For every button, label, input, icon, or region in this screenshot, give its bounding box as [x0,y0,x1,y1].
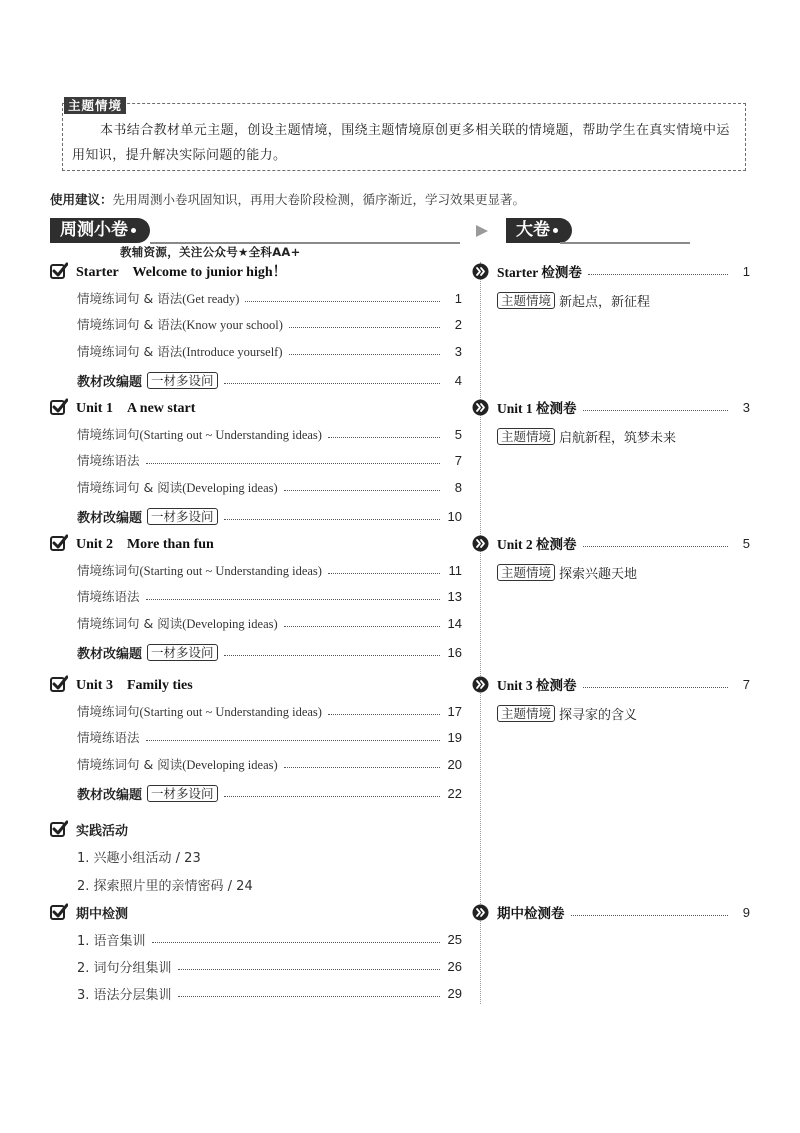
toc-item-label [77,451,140,469]
toc-item-label [77,587,140,605]
toc-item [77,585,462,607]
toc-item [77,700,462,722]
toc-item [77,423,462,445]
test-heading [472,673,750,695]
unit-heading [50,260,470,282]
page-number: 5 [454,426,462,442]
textbook-tag: 一材多设问 [147,508,218,525]
big-banner [506,218,572,243]
toc-item-subtitle: (Starting out ~ Understanding ideas) [139,564,322,578]
practice-title: 实践活动 [76,823,129,839]
dot-leader [284,490,440,491]
midterm-item [77,982,462,1004]
toc-item-label [77,702,322,720]
toc-item-subtitle: (Starting out ~ Understanding ideas) [139,428,322,442]
midterm-item-label: 1. 语音集训 [77,933,146,949]
toc-item [77,726,462,748]
triangle-arrow-icon [475,224,489,238]
page-number: 25 [447,931,462,947]
dot-leader [289,327,440,328]
double-chevron-icon [472,676,489,693]
test-title: Unit 1 检测卷 [497,401,577,416]
toc-item-subtitle: (Developing ideas) [182,617,278,631]
dot-leader [178,969,440,970]
page-number: 13 [447,588,462,604]
page-number: 19 [447,729,462,745]
textbook-item [77,641,462,663]
toc-item [77,449,462,471]
theme-tag: 主题情境 [64,97,126,114]
toc-item [77,287,462,309]
dot-leader [289,354,440,355]
banner-dot-icon [553,228,558,233]
toc-item-label [77,478,278,496]
page-number: 1 [742,263,750,279]
toc-item-title: 情境练词句 [77,427,140,442]
test-theme [497,425,747,447]
page-number: 5 [742,535,750,551]
toc-item-title: 情境练词句 & 语法 [77,317,183,332]
test-heading [472,532,750,554]
toc-item-label [77,315,283,333]
page-number: 16 [447,644,462,660]
test-title: 期中检测卷 [497,906,565,921]
dot-leader [583,410,728,411]
page-number: 29 [447,985,462,1001]
page-number: 8 [454,479,462,495]
textbook-tag: 一材多设问 [147,644,218,661]
toc-item-title: 情境练词句 & 语法 [77,291,183,306]
toc-item-title: 情境练词句 & 语法 [77,344,183,359]
textbook-tag: 一材多设问 [147,372,218,389]
page-number: 22 [447,785,462,801]
unit-title: Starter Welcome to junior high！ [76,265,287,280]
toc-item-title: 情境练词句 & 阅读 [77,480,183,495]
checkbox-check-icon [50,534,68,552]
checkbox-check-icon [50,903,68,921]
test-theme-name: 启航新程，筑梦未来 [559,430,677,446]
practice-item-label: 1. 兴趣小组活动 / 23 [77,850,201,866]
dot-leader [583,546,728,547]
dot-leader [224,655,440,656]
dot-leader [245,301,440,302]
checkbox-check-icon [50,675,68,693]
textbook-label: 教材改编题 [77,646,143,662]
textbook-tag: 一材多设问 [147,785,218,802]
big-banner-rule [560,242,690,244]
page-number: 9 [742,904,750,920]
checkbox-check-icon [50,398,68,416]
unit-title: Unit 3 Family ties [76,678,193,693]
page-number: 4 [454,372,462,388]
theme-tag-box: 主题情境 [497,292,555,309]
page-number: 26 [447,958,462,974]
usage-advice [50,190,525,208]
dot-leader [284,626,440,627]
toc-item-subtitle: (Introduce yourself) [182,345,283,359]
toc-item-title: 情境练词句 & 阅读 [77,757,183,772]
practice-item-label: 2. 探索照片里的亲情密码 / 24 [77,878,253,894]
toc-item-subtitle: (Developing ideas) [182,758,278,772]
test-theme-name: 探寻家的含义 [559,707,638,723]
practice-item [77,873,462,895]
toc-item-label [77,342,283,360]
dot-leader [178,996,440,997]
double-chevron-icon [472,535,489,552]
unit-heading [50,673,470,695]
toc-item-subtitle: (Know your school) [182,318,283,332]
big-banner-title: 大卷 [516,220,550,240]
textbook-label: 教材改编题 [77,374,143,390]
page-number: 11 [448,562,462,578]
textbook-item [77,369,462,391]
textbook-item [77,505,462,527]
dot-leader [224,796,440,797]
dot-leader [284,767,440,768]
toc-item-label [77,614,278,632]
toc-item-title: 情境练词句 [77,704,140,719]
unit-title: Unit 1 A new start [76,401,196,416]
test-heading [472,901,750,923]
banner-dot-icon [131,228,136,233]
theme-text: 本书结合教材单元主题，创设主题情境，围绕主题情境原创更多相关联的情境题，帮助学生在真实情境中运用知识，提升解决实际问题的能力。 [72,123,730,163]
midterm-heading [50,901,470,923]
toc-item-subtitle: (Get ready) [182,292,240,306]
toc-item [77,753,462,775]
toc-item-title: 情境练语法 [77,453,140,468]
toc-item-label [77,425,322,443]
dot-leader [146,740,440,741]
toc-item-title: 情境练词句 [77,563,140,578]
toc-item-title: 情境练词句 & 阅读 [77,616,183,631]
test-title: Unit 2 检测卷 [497,537,577,552]
midterm-item-label: 2. 词句分组集训 [77,960,172,976]
page-number: 3 [454,343,462,359]
page-number: 2 [454,316,462,332]
test-heading [472,260,750,282]
textbook-label: 教材改编题 [77,787,143,803]
page-number: 3 [742,399,750,415]
test-theme [497,561,747,583]
promo-text: 教辅资源，关注公众号★全科AA+ [120,245,301,259]
toc-item [77,612,462,634]
toc-item-label [77,561,322,579]
column-divider [480,262,481,1004]
dot-leader [224,383,440,384]
double-chevron-icon [472,263,489,280]
midterm-item-label: 3. 语法分层集训 [77,987,172,1003]
test-theme [497,289,747,311]
dot-leader [152,942,440,943]
unit-heading [50,532,470,554]
dot-leader [588,274,728,275]
toc-item-label [77,728,140,746]
test-theme-name: 探索兴趣天地 [559,566,638,582]
toc-item-label [77,755,278,773]
page-number: 14 [447,615,462,631]
practice-heading [50,818,470,840]
toc-item [77,313,462,335]
dot-leader [224,519,440,520]
toc-item-title: 情境练语法 [77,730,140,745]
checkbox-check-icon [50,262,68,280]
dot-leader [328,437,440,438]
toc-item-title: 情境练语法 [77,589,140,604]
test-theme [497,702,747,724]
unit-heading [50,396,470,418]
page-number: 1 [454,290,462,306]
dot-leader [571,915,729,916]
dot-leader [328,573,440,574]
toc-item [77,559,462,581]
midterm-item [77,928,462,950]
page-number: 7 [742,676,750,692]
textbook-label: 教材改编题 [77,510,143,526]
weekly-banner-title: 周测小卷 [60,220,128,240]
theme-tag-box: 主题情境 [497,564,555,581]
page-number: 17 [447,703,462,719]
toc-item-subtitle: (Starting out ~ Understanding ideas) [139,705,322,719]
practice-item [77,845,462,867]
double-chevron-icon [472,904,489,921]
checkbox-check-icon [50,820,68,838]
toc-item-label [77,289,239,307]
weekly-banner [50,218,150,243]
dot-leader [146,463,440,464]
theme-tag-box: 主题情境 [497,428,555,445]
toc-item [77,340,462,362]
double-chevron-icon [472,399,489,416]
page-number: 7 [454,452,462,468]
usage-advice-text: 先用周测小卷巩固知识，再用大卷阶段检测，循序渐近，学习效果更显著。 [112,192,526,207]
test-heading [472,396,750,418]
midterm-title: 期中检测 [76,906,129,922]
test-title: Unit 3 检测卷 [497,678,577,693]
theme-tag-box: 主题情境 [497,705,555,722]
unit-title: Unit 2 More than fun [76,537,214,552]
midterm-item [77,955,462,977]
test-title: Starter 检测卷 [497,265,582,280]
textbook-item [77,782,462,804]
dot-leader [583,687,728,688]
toc-item [77,476,462,498]
dot-leader [328,714,440,715]
page-number: 20 [447,756,462,772]
dot-leader [146,599,440,600]
test-theme-name: 新起点，新征程 [559,294,651,310]
toc-item-subtitle: (Developing ideas) [182,481,278,495]
usage-advice-label: 使用建议： [50,192,113,207]
page-number: 10 [447,508,462,524]
